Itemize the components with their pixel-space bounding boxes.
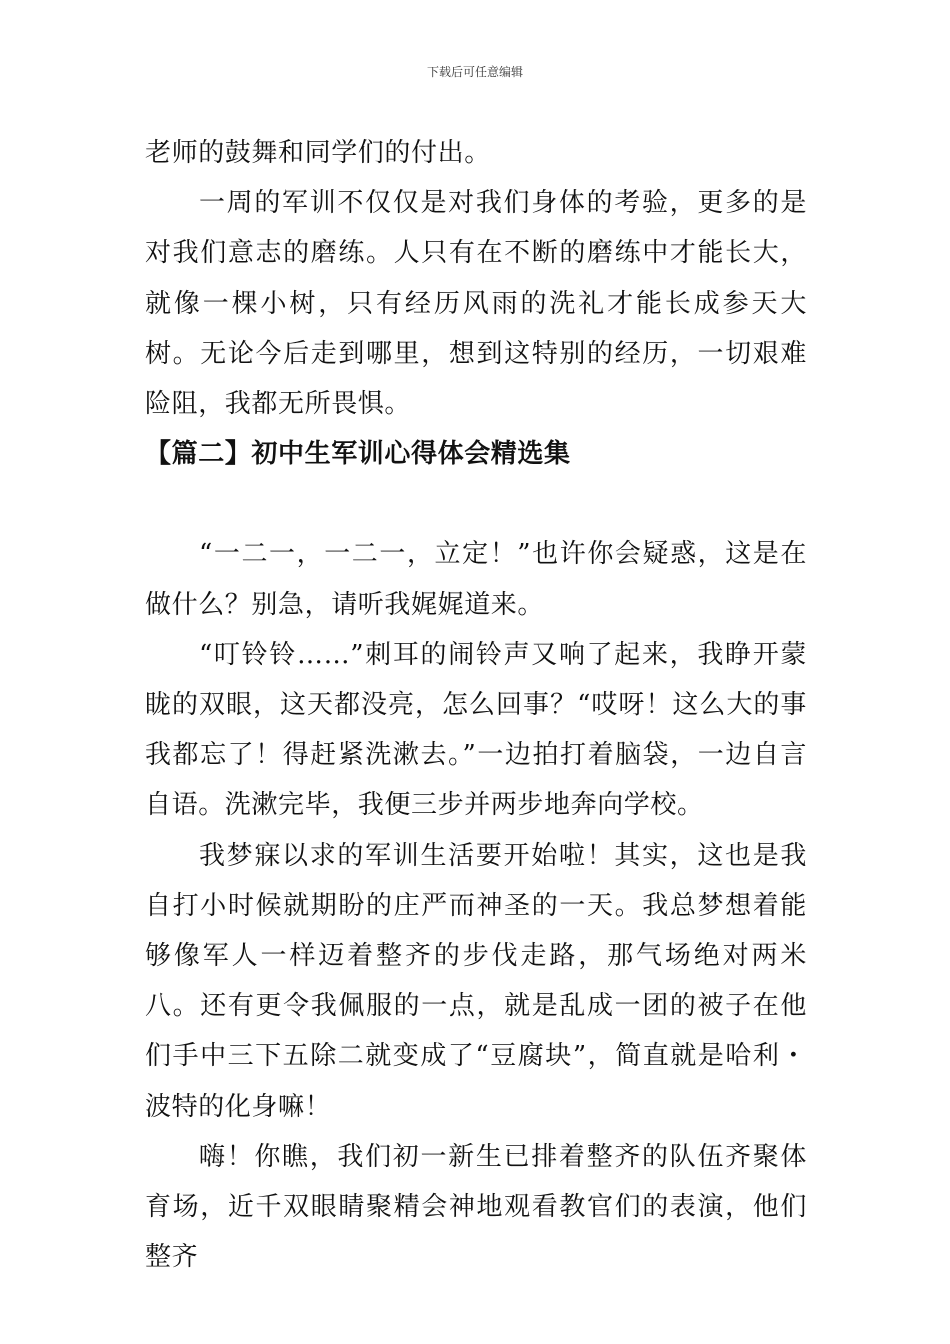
section-heading: 【篇二】初中生军训心得体会精选集	[145, 439, 571, 470]
paragraph-continuation: 老师的鼓舞和同学们的付出。	[145, 138, 491, 168]
page-header-note: 下载后可任意编辑	[426, 65, 523, 79]
paragraph-stadium-gathering: 嗨！你瞧，我们初一新生已排着整齐的队伍齐聚体育场，近千双眼睛聚精会神地观看教官们的表演，他们整齐	[145, 1141, 807, 1273]
paragraph-alarm-morning: “叮铃铃……”刺耳的闹铃声又响了起来，我睁开蒙眬的双眼，这天都没亮，怎么回事？“哎呀！这么大的事我都忘了！得赶紧洗漱去。”一边拍打着脑袋，一边自言自语。洗漱完毕，我便三步并两步地奔向学校。	[145, 639, 807, 821]
paragraph-dream-training: 我梦寐以求的军训生活要开始啦！其实，这也是我自打小时候就期盼的庄严而神圣的一天。我总梦想着能够像军人一样迈着整齐的步伐走路，那气场绝对两米八。还有更令我佩服的一点，就是乱成一团的被子在他们手中三下五除二就变成了“豆腐块”，简直就是哈利・波特的化身嘛！	[145, 840, 807, 1122]
paragraph-opening-quote: “一二一，一二一，立定！”也许你会疑惑，这是在做什么？别急，请听我娓娓道来。	[145, 539, 807, 620]
paragraph-training-reflection: 一周的军训不仅仅是对我们身体的考验，更多的是对我们意志的磨练。人只有在不断的磨练中才能长大，就像一棵小树，只有经历风雨的洗礼才能长成参天大树。无论今后走到哪里，想到这特别的经历，一切艰难险阻，我都无所畏惧。	[145, 188, 807, 420]
document-body	[145, 128, 807, 1282]
